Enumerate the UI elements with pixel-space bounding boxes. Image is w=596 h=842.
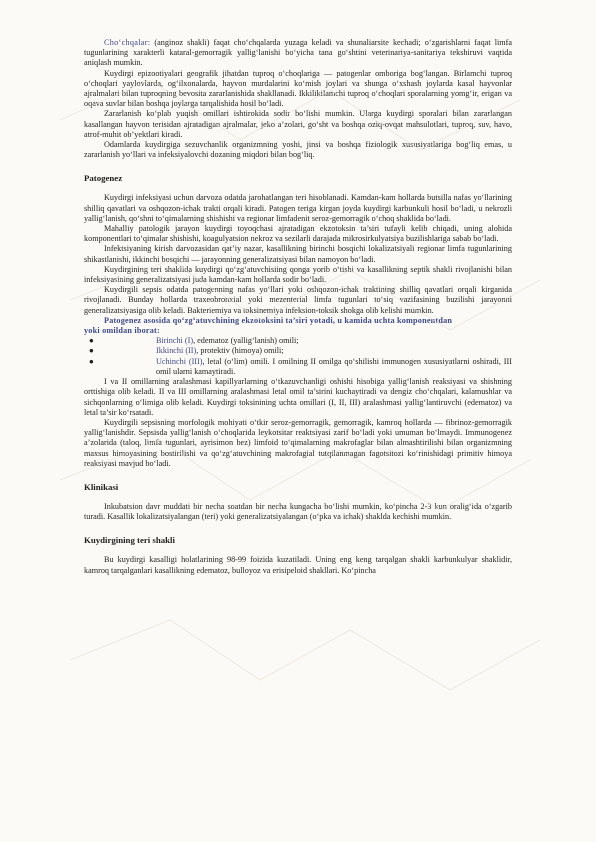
intro-paragraph-1 [84,69,512,110]
component-desc: , protektiv (himoya) omili; [196,346,284,356]
intro-paragraph-3-text: Odamlarda kuydirgiga sezuvchanlik organizmning yoshi, jinsi va boshqa fiziologik xususiyatlariga bog‘liq emas, u zararlanish yo‘llari va infeksiyalovchi dozaning miqdori bilan bog‘liq. [84,140,512,160]
heading-klinikasi: Klinikasi [84,481,119,492]
patogenez-after-0: I va II omillarning aralashmasi kapillyarlarning o‘tkazuvchanligi oshishi hisobiga yallig‘lanish reaksiyasi va shishning orttishiga olib keladi. II va III omillarning aralashmasi letal omil ta’sirini kuchaytiradi va dengiz cho‘chqalari, kalamushlar va sichqonlarning o‘limiga olib keladi. Kuydirgi toksinining uchta omillari (I, II, III) aralashmasi yallig‘lantiruvchi (edematoz) va letal ta’sir ko‘rsatadi. [84,377,512,417]
patogenez-paragraph-1: Mahalliy patologik jarayon kuydirgi toyoqchasi ajratadigan ekzotoksin ta’siri tufayli kelib chiqadi, uning alohida komponentlari to‘qimalar shishishi, koagulyatsion nekroz va sezilarli darajada mikrosirkulyatsiya buzilishlariga sabab bo‘ladi. [84,224,512,244]
teri-paragraph-0: Bu kuydirgi kasalligi holatlarining 98-99 foizida kuzatiladi. Uning eng keng tarqalgan shakli karbunkulyar shaklidir, kamroq tarqalganlari kasallikning edematoz, bulloyoz va erisipeloid shakllari. Ko‘pincha [84,555,512,575]
component-desc: , letal (o‘lim) omili. I omilning II omilga qo‘shilishi immunogen xususiyatlarni oshiradi, III omil ularni kamaytiradi. [156,356,512,376]
bullet-icon: ● [89,336,94,346]
list-item [84,336,512,346]
heading-teri-shakli: Kuydirgining teri shakli [84,535,175,546]
pig-form-lead: Cho‘chqalar: [104,38,151,47]
patogenez-highlight [84,316,512,326]
intro-paragraph-2-text: Zararlanish ko‘plab yuqish omillari ishtirokida sodir bo‘lishi mumkin. Ularga kuydirgi sporalari bilan zararlangan kasallangan hayvon terisidan ajratadigan ajralmalar, jeko a’zolari, go‘sht va boshqa oziq-ovqat mahsulotlari, tuproq, suv, havo, atrof-muhit ob’yektlari kiradi. [84,109,512,139]
component-name: Ikkinchi (II) [156,346,197,356]
component-name: Uchinchi (III) [156,356,203,366]
teri-section [84,555,512,575]
intro-paragraph-1-text: Kuydirgi epizootiyalari geografik jihatdan tuproq o‘choqlariga — patogenlar omboriga bog‘langan. Birlamchi tuproq o‘choqlari yaylovlarda, og‘ilxonalarda, hayvon murdalarini ko‘mish joylari va shunga o‘xshash joylarda kasal hayvonlar ajralmalari bilan tuproqning bevosita zararlanishida shakllanadi. Ikkilikilamchi tuproq o‘choqlari sporalarning yomg‘ir, erigan va oqava suvlar bilan boshqa joylarga tarqalishida hosil bo‘ladi. [84,68,512,109]
klinikasi-paragraph-0: Inkubatsion davr muddati bir necha soatdan bir necha kungacha bo‘lishi mumkin, ko‘pincha 2-3 kun oralig‘ida o‘zgarib turadi. Kasallik lokalizatsiyalangan (teri) yoki generalizatsiyalangan (o‘pka va ichak) shaklda kechishi mumkin. [84,501,512,522]
highlight-tail-text: yoki omildan iborat: [84,326,160,336]
intro-paragraph-3 [84,140,512,160]
intro-paragraph-0-text: (anginoz shakli) faqat cho‘chqalarda yuzaga keladi va shunaliarsite kechadi; o‘zgarishlarni faqat limfa tugunlarining xarakterli kataral-gemorragik yallig‘lanishi bo‘yicha tana go‘shtini veterinariya-sanitariya tekshiruvi vaqtida aniqlash mumkin. [84,38,512,68]
patogenez-highlight-tail [84,326,512,336]
klinikasi-section [84,502,512,522]
patogenez-paragraph-3: Kuydirgining teri shaklida kuydirgi qo‘zg‘atuvchisiing qonga yorib o‘tishi va kasallikning septik shakli rivojlanishi bilan infeksiyasining generalizatsiyasi juda kamdan-kam hollarda sodir bo‘ladi. [84,264,512,285]
component-desc: , edematoz (yallig‘lanish) omili; [193,336,299,346]
list-item [84,357,512,377]
intro-paragraph-2 [84,109,512,140]
component-name: Birinchi (I) [156,336,194,346]
bullet-icon: ● [89,346,94,356]
bullet-icon: ● [89,356,94,366]
patogenez-paragraph-0: Kuydirgi infeksiyasi uchun darvoza odatda jarohatlangan teri hisoblanadi. Kamdan-kam hollarda butsilla nafas yo‘llarining shilliq qavatlari va oshqozon-ichak trakti orqali kiradi. Patogen teriga kirgan joyda kuydirgi karbunkuli hosil bo‘ladi, u nekrozli yallig‘lanish, qo‘shni to‘qimalarning shishishi va regionar limfadenit seroz-gemorragik o‘choq shaklida bo‘ladi. [84,193,512,223]
intro-section [84,38,512,160]
patogenez-section [84,193,512,468]
toxin-components-list [84,336,512,377]
intro-paragraph-0 [84,38,512,69]
heading-patogenez: Patogenez [84,173,123,184]
patogenez-paragraph-2: Infektsiyaning kirish darvozasidan qat’iy nazar, kasallikning birinchi bosqichi lokalizatsiyali regionar limfa tugunlarining shikastlanishi, ikkinchi bosqichi — jarayonning generalizatsiyasi bilan namoyon bo‘ladi. [84,244,512,264]
patogenez-paragraph-4: Kuydirgili sepsis odatda patogenning nafas yo‘llari yoki oshqozon-ichak traktining shilliq qavatlari orqali kirganida rivojlanadi. Bunday hollarda traxeobronxial yoki mezenterial limfa tugunlari to‘siq vazifasining buzilishi jarayonni generalizatsiyasiga olib keladi. Bakteriemiya va toksinemiya infeksion-toksik shokga olib kelishi mumkin. [84,285,512,315]
patogenez-after-1: Kuydirgili sepsisning morfologik mohiyati o‘tkir seroz-gemorragik, gemorragik, kamroq hollarda — fibrinoz-gemorragik yallig‘lanishdir. Sepsisda yallig‘lanish o‘choqlarida leykotsitar reaktsiyasi zarif bo‘ladi yoki umuman bo‘lmaydi. Immunogenez a’zolarida (taloq, limfa tugunlari, ayrisimon bez) limfoid to‘qimalarning makrofaglar bilan almashtirilishi bilan organizmning maxsus himoyasining bostirilishi va qo‘zg‘atuvchining makrofagial tutqilanmagan fagotsitozi ko‘rinishidagi primitiv himoya reaksiyasi mavjud bo‘ladi. [84,417,512,468]
highlight-text: Patogenez asosida qo‘zg‘atuvchining ekzotoksini ta’siri yotadi, u kamida uchta komponentdan [104,315,453,325]
list-item [84,346,512,356]
